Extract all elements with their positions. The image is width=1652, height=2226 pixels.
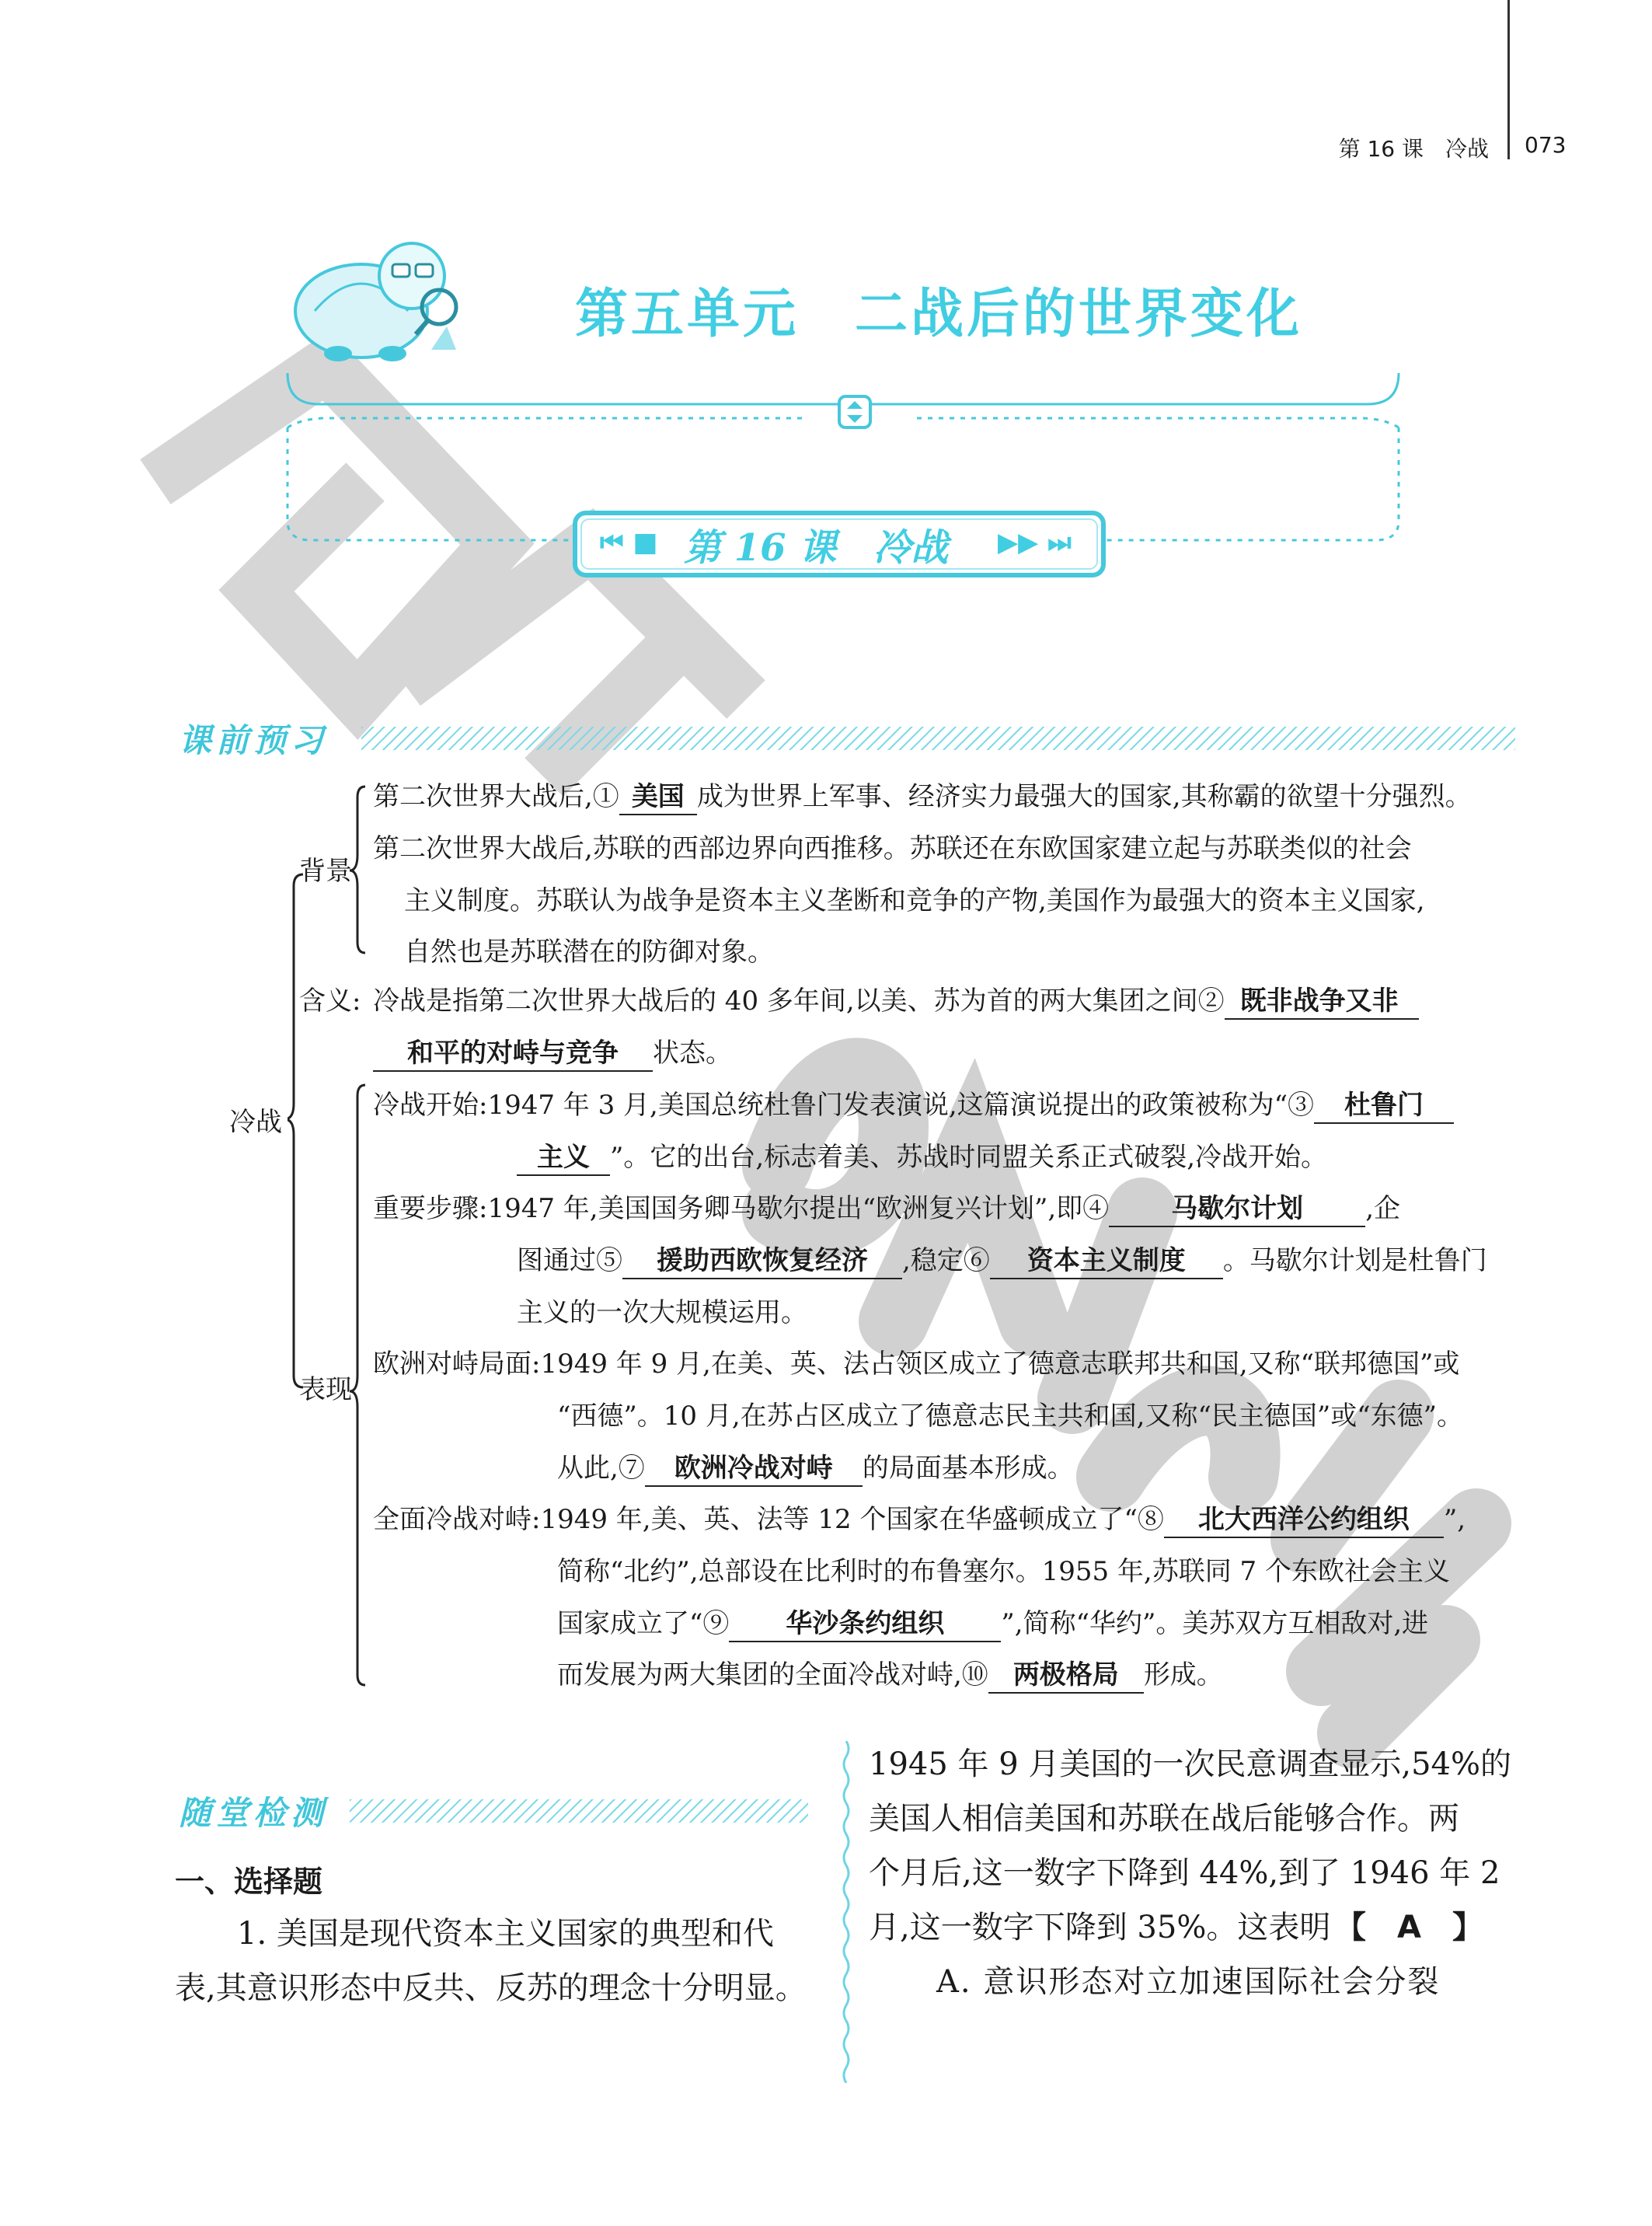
steps-line-3: 主义的一次大规模运用。 [517,1297,807,1328]
manifest-label: 表现 [299,1374,352,1405]
background-label: 背景 [299,856,352,887]
lesson-title: 第 16 课 冷战 [684,526,949,570]
page-number: 073 [1525,132,1567,158]
answer-10: 两极格局 [988,1658,1144,1694]
running-title: 第 16 课 冷战 [1338,136,1489,162]
question-1-right-line-1: 1945 年 9 月美国的一次民意调查显示,54%的 [869,1746,1512,1782]
column-divider [841,1741,852,2083]
answer-bracket: 【 A 】 [1335,1910,1483,1945]
full-line-4: 而发展为两大集团的全面冷战对峙,⑩ 两极格局 形成。 [557,1658,1223,1694]
answer-2a: 既非战争又非 [1225,984,1419,1020]
answer-3a: 杜鲁门 [1314,1088,1454,1124]
meaning-line-1: 冷战是指第二次世界大战后的 40 多年间,以美、苏为首的两大集团之间② 既非战争又非 [373,984,1419,1020]
background-line-2: 第二次世界大战后,苏联的西部边界向西推移。苏联还在东欧国家建立起与苏联类似的社会 [373,833,1412,864]
background-line-3: 主义制度。苏联认为战争是资本主义垄断和竞争的产物,美国作为最强大的资本主义国家, [404,885,1425,916]
cold-war-start-line-2: 主义 ”。它的出台,标志着美、苏战时同盟关系正式破裂,冷战开始。 [517,1140,1327,1176]
steps-line-1: 重要步骤:1947 年,美国国务卿马歇尔提出“欧洲复兴计划”,即④ 马歇尔计划 ,企 [373,1192,1400,1227]
answer-7: 欧洲冷战对峙 [645,1451,863,1487]
answer-1: 美国 [619,780,697,815]
option-a[interactable]: A. 意识形态对立加速国际社会分裂 [936,1964,1441,2000]
question-1-line-1: 1. 美国是现代资本主义国家的典型和代 [237,1916,774,1952]
answer-2b: 和平的对峙与竞争 [373,1036,653,1072]
practice-heading: 随堂检测 [179,1794,329,1832]
full-line-1: 全面冷战对峙:1949 年,美、英、法等 12 个国家在华盛顿成立了“⑧ 北大西洋公约组织 ”, [373,1502,1466,1538]
turtle-mascot-icon [276,225,478,373]
question-1-right-line-4: 月,这一数字下降到 35%。这表明 [869,1910,1331,1945]
answer-3b: 主义 [517,1140,610,1176]
background-line-4: 自然也是苏联潜在的防御对象。 [404,937,774,968]
answer-8: 北大西洋公约组织 [1164,1502,1444,1538]
preview-heading-hatch [361,727,1515,750]
fast-forward-icon: ▶▶ ⏭ [998,527,1072,558]
question-1-right-line-2: 美国人相信美国和苏联在战后能够合作。两 [869,1801,1459,1837]
section-choice: 一、选择题 [175,1865,323,1899]
header-rule [1507,0,1510,159]
answer-6: 资本主义制度 [990,1244,1223,1279]
meaning-line-2: 和平的对峙与竞争 状态。 [373,1036,732,1072]
answer-4: 马歇尔计划 [1109,1192,1365,1227]
cold-war-start-line-1: 冷战开始:1947 年 3 月,美国总统杜鲁门发表演说,这篇演说提出的政策被称为“③ 杜鲁门 [373,1088,1454,1124]
meaning-label: 含义: [299,986,361,1017]
unit-title: 第五单元 二战后的世界变化 [575,283,1303,345]
steps-line-2: 图通过⑤ 援助西欧恢复经济 ,稳定⑥ 资本主义制度 。马歇尔计划是杜鲁门 [517,1244,1487,1279]
europe-line-2: “西德”。10 月,在苏占区成立了德意志民主共和国,又称“民主德国”或“东德”。 [557,1401,1463,1432]
question-1-line-2: 表,其意识形态中反共、反苏的理念十分明显。 [175,1970,807,2006]
answer-5: 援助西欧恢复经济 [622,1244,902,1279]
full-line-3: 国家成立了“⑨ 华沙条约组织 ”,简称“华约”。美苏双方互相敌对,进 [557,1607,1428,1642]
answer-9: 华沙条约组织 [729,1607,1001,1642]
background-line-1: 第二次世界大战后,① 美国 成为世界上军事、经济实力最强大的国家,其称霸的欲望十分强烈。 [373,780,1472,815]
europe-line-3: 从此,⑦ 欧洲冷战对峙 的局面基本形成。 [557,1451,1074,1487]
question-1-right-line-3: 个月后,这一数字下降到 44%,到了 1946 年 2 [869,1855,1500,1891]
europe-line-1: 欧洲对峙局面:1949 年 9 月,在美、英、法占领区成立了德意志联邦共和国,又称“联邦德国”或 [373,1349,1460,1380]
mindmap-braces [288,777,381,1694]
practice-heading-hatch [350,1799,808,1823]
full-line-2: 简称“北约”,总部设在比利时的布鲁塞尔。1955 年,苏联同 7 个东欧社会主义 [557,1556,1450,1587]
rewind-icon: ⏮ ■ [600,527,658,558]
preview-heading: 课前预习 [179,721,329,759]
root-label: 冷战 [229,1107,282,1138]
